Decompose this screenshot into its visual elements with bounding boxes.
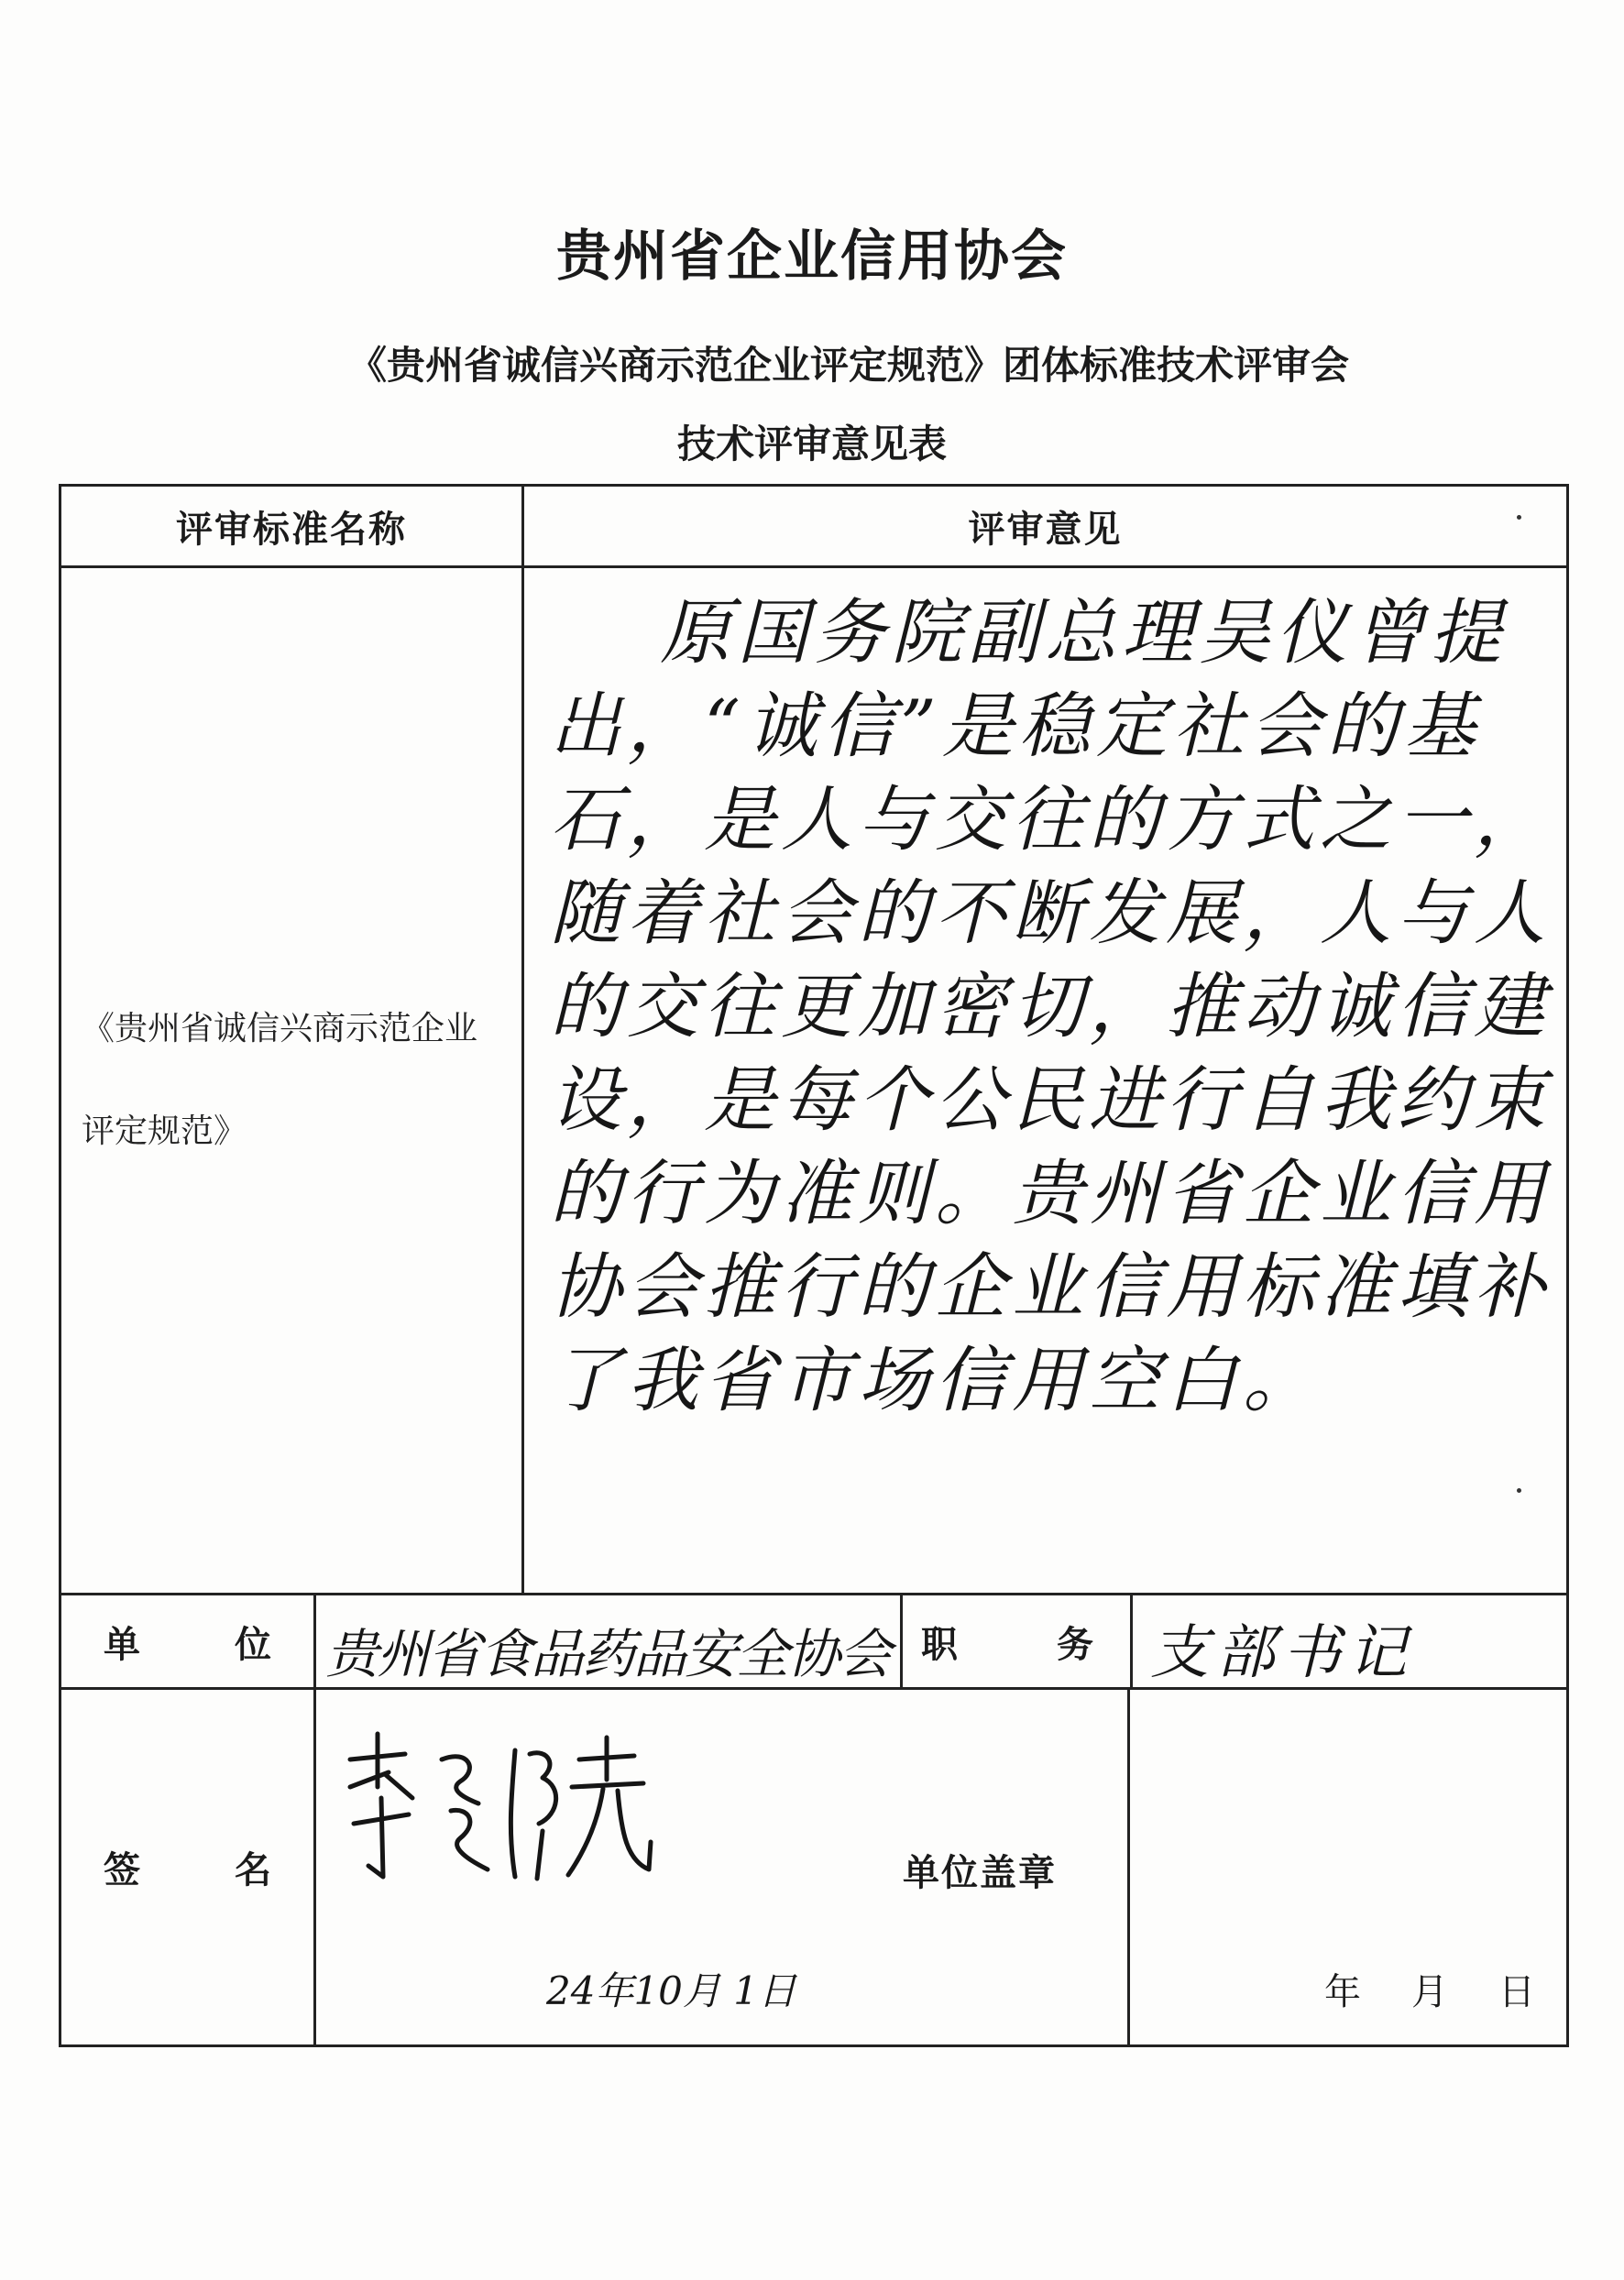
scan-speck (1517, 515, 1521, 520)
seal-label: 单位盖章 (903, 1852, 1057, 1894)
seal-date-month: 月 (1411, 1971, 1448, 2013)
seal-date-day: 日 (1498, 1971, 1535, 2013)
unit-label-cell (59, 1593, 316, 1690)
sign-label-char-1: 签 (104, 1849, 140, 1891)
opinion-handwritten-text: 原国务院副总理吴仪曾提出，“诚信”是稳定社会的基石，是人与交往的方式之一，随着社会的不断发展，人与人的交往更加密切，推动诚信建设，是每个公民进行自我约束的行为准则。贵州省企业信用协会推行的企业信用标准填补了我省市场信用空白。 (550, 592, 1552, 1422)
duty-label-char-2: 务 (1057, 1623, 1093, 1666)
sign-label-char-2: 名 (235, 1849, 271, 1891)
unit-label-char-2: 位 (235, 1623, 271, 1666)
form-title: 技术评审意见表 (676, 422, 947, 466)
standard-name-cell (59, 565, 524, 1595)
unit-label-char-1: 单 (104, 1623, 140, 1666)
sign-label-cell (59, 1687, 316, 2047)
duty-handwritten-value: 支部书记 (1150, 1619, 1414, 1687)
organization-title: 贵州省企业信用协会 (556, 225, 1068, 289)
column-header-opinion: 评审意见 (521, 484, 1569, 568)
standard-name-text: 《贵州省诚信兴商示范企业评定规范》 (82, 1010, 478, 1150)
sign-date-text: 24年10月 1日 (546, 1968, 796, 2013)
handwritten-signature (332, 1723, 662, 1906)
seal-date (1324, 1963, 1535, 2015)
scan-speck (1517, 1488, 1521, 1493)
unit-handwritten-value: 贵州省食品药品安全协会 (325, 1623, 891, 1685)
meeting-title: 《贵州省诚信兴商示范企业评定规范》团体标准技术评审会 (347, 343, 1349, 388)
sign-date (546, 1961, 796, 2016)
duty-label-cell (900, 1593, 1133, 1690)
duty-label-char-1: 职 (921, 1623, 958, 1666)
seal-date-year: 年 (1324, 1971, 1361, 2013)
column-header-standard-name: 评审标准名称 (59, 484, 524, 568)
